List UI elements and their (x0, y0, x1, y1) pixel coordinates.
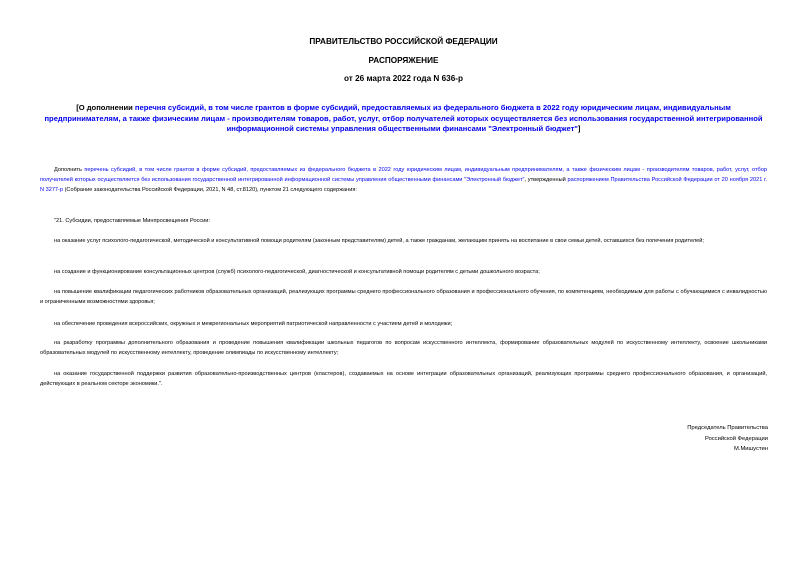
link-government-order[interactable]: распоряжением Правительства Российской Федерации от 20 ноября 2021 г. N 3277-р (40, 176, 768, 193)
paragraph-ai-program: на разработку программы дополнительного образования и проведение повышения квалификации школьных педагогов по вопросам искусственного интеллекта, формирование образовательных модулей по искусственному интеллекту, освоение школьниками образовательных модулей по искусственному интеллекту, проведение олимпиады по искусственному интеллекту; (40, 340, 767, 356)
paragraph-patriotic-events: на обеспечение проведения всероссийских, окружных и межрегиональных мероприятий патриотической направленности с участием детей и молодежи; (54, 321, 453, 327)
p1-end: (Собрание законодательства Российской Федерации, 2021, N 48, ст.8120), пунктом 21 следующего содержания: (63, 186, 357, 193)
link-subsidies-list[interactable]: перечень субсидий, в том числе грантов в форме субсидий, предоставляемых из федерального бюджета в 2022 году юридическим лицам, индивидуальным предпринимателям, а также физическим лицам - производителям товаров, работ, услуг, отбор получателей которых осуществляется без использования государственной интегрированной информационной системы управления общественными финансами "Электронный бюджет" (40, 167, 767, 183)
paragraph-teacher-training: на повышение квалификации педагогических работников образовательных организаций, реализующих программы среднего профессионального образования и профессионального обучения, по компетенциям, необходимым для работы с обучающимися с инвалидностью и ограниченными возможностями здоровья; (40, 289, 767, 305)
government-heading: ПРАВИТЕЛЬСТВО РОССИЙСКОЙ ФЕДЕРАЦИИ (309, 37, 498, 46)
signature-title: Председатель Правительства (687, 425, 768, 431)
signature-title-2: Российской Федерации (704, 436, 768, 442)
document-intro (40, 103, 767, 135)
intro-suffix: ] (577, 124, 581, 133)
paragraph-consult-centers: на создание и функционирование консультационных центров (служб) психолого-педагогической, диагностической и консультативной помощи родителям с детьми дошкольного возраста; (54, 269, 540, 275)
p1-start: Дополнить (54, 167, 85, 173)
p1-mid: , утвержденный (524, 176, 568, 183)
paragraph-clusters: на оказание государственной поддержки развития образовательно-производственных центров (кластеров), создаваемых на основе интеграции образовательных организаций, реализующих программы среднего профессионального образования, и организаций, действующих в реальном секторе экономики.". (40, 371, 767, 387)
paragraph-amendment (40, 166, 767, 195)
intro-prefix: [О дополнении (76, 103, 135, 112)
paragraph-item-21: "21. Субсидии, предоставляемые Минпросвещения России: (54, 218, 210, 224)
paragraph-psych-help: на оказание услуг психолого-педагогической, методической и консультативной помощи родителям (законным представителям) детей, а также гражданам, желающим принять на воспитание в свои семьи детей, оставшихся без попечения родителей; (54, 238, 704, 244)
intro-link-subsidies-list[interactable]: перечня субсидий, в том числе грантов в форме субсидий, предоставляемых из федерального бюджета в 2022 году юридическим лицам, индивидуальным предпринимателям, а также физическим лицам - производителям товаров, работ, услуг, отбор получателей которых осуществляется без использования государственной интегрированной информационной системы управления общественными финансами "Электронный бюджет" (44, 103, 763, 133)
document-type: РАСПОРЯЖЕНИЕ (368, 56, 439, 65)
document-date-number: от 26 марта 2022 года N 636-р (344, 74, 463, 83)
signature-name: М.Мишустин (734, 446, 768, 452)
